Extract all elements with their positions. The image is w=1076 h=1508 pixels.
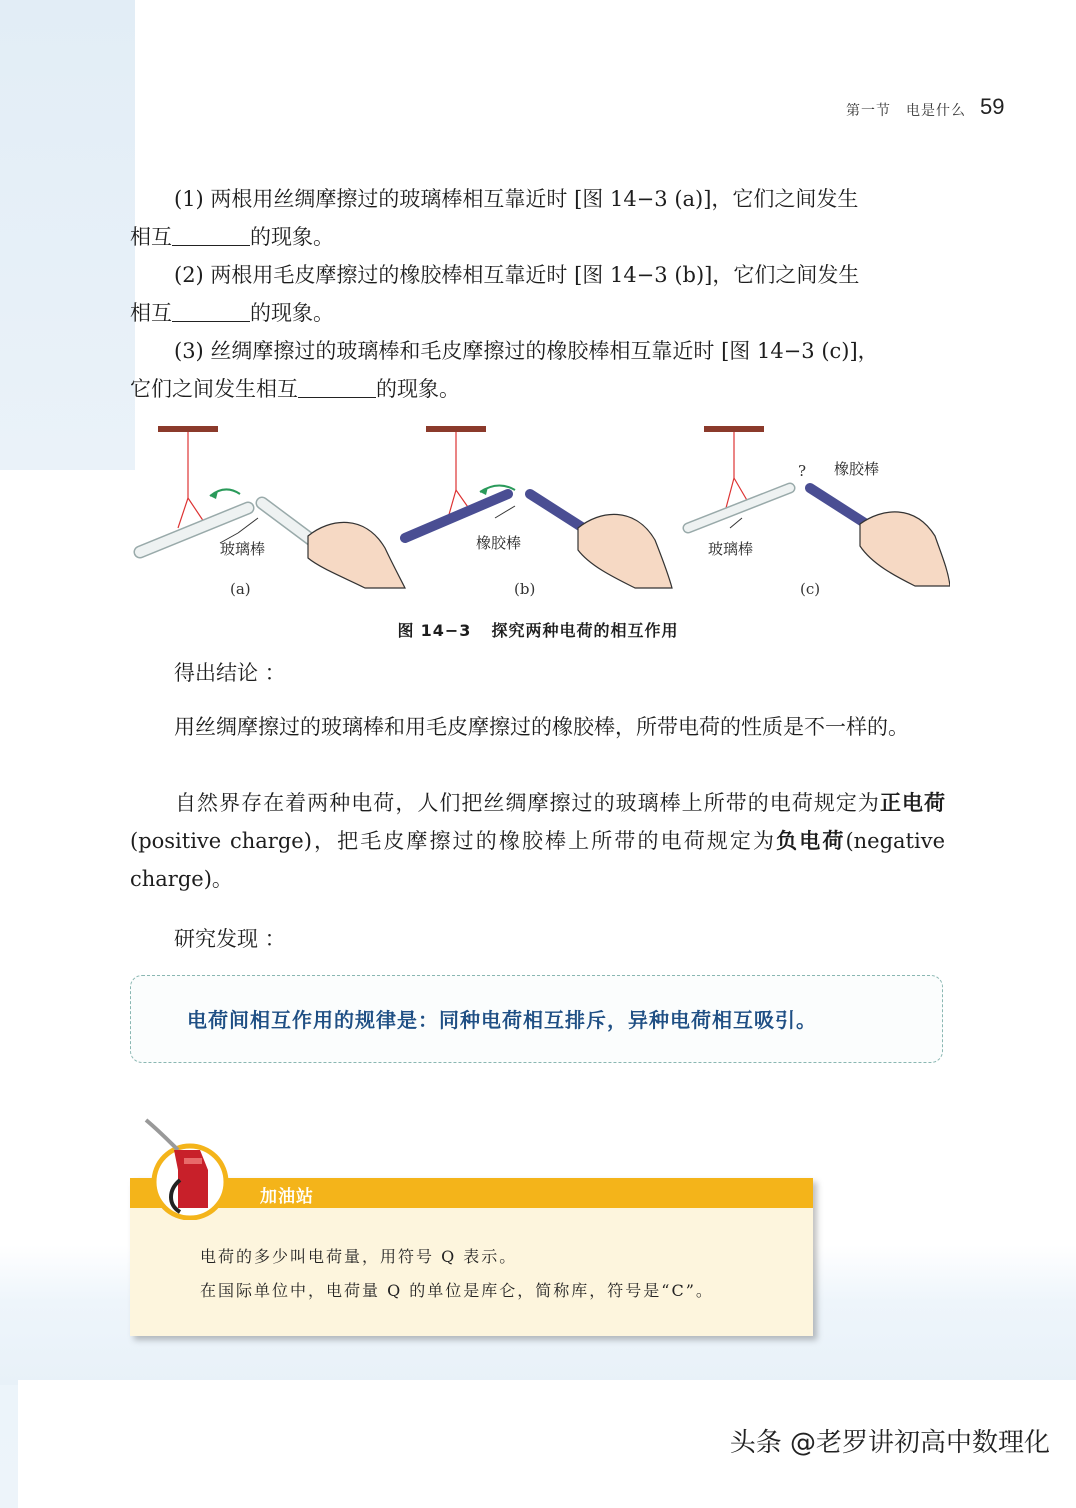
research-label-text: 研究发现 ： bbox=[174, 927, 286, 951]
rule-text: 电荷间相互作用的规律是：同种电荷相互排斥，异种电荷相互吸引。 bbox=[187, 1008, 817, 1032]
definition-part1: 自然界存在着两种电荷，人们把丝绸摩擦过的玻璃棒上所带的电荷规定为 bbox=[174, 791, 880, 815]
figure-14-3 bbox=[130, 418, 950, 608]
fuel-nozzle-icon bbox=[138, 1110, 238, 1220]
station-title: 加油站 bbox=[260, 1187, 314, 1207]
question-3-post: 的现象。 bbox=[376, 377, 460, 401]
term-positive-charge: 正电荷 bbox=[879, 791, 946, 815]
research-label bbox=[130, 920, 945, 958]
station-line-1: 电荷的多少叫电荷量，用符号 Q 表示。 bbox=[200, 1247, 518, 1266]
conclusion-label bbox=[130, 654, 945, 692]
ceiling-mount-icon bbox=[704, 426, 764, 432]
panel-c bbox=[688, 426, 950, 598]
question-2 bbox=[130, 256, 945, 332]
rubber-rod-icon bbox=[405, 494, 508, 538]
answer-blank-1[interactable] bbox=[172, 223, 250, 246]
definition-paragraph bbox=[130, 784, 945, 898]
panel-c-label-left: 玻璃棒 bbox=[708, 540, 754, 558]
definition-part3: (negative charge)。 bbox=[130, 829, 946, 891]
panel-c-label-right: 橡胶棒 bbox=[834, 460, 880, 478]
panel-b-sublabel: (b) bbox=[514, 580, 536, 598]
conclusion-label-text: 得出结论 ： bbox=[174, 661, 286, 685]
caption-prefix: 图 bbox=[397, 621, 415, 640]
hand-icon bbox=[308, 522, 405, 588]
panel-b bbox=[405, 426, 672, 598]
page-margin-white bbox=[0, 470, 18, 1245]
question-1-pre: 相互 bbox=[130, 225, 172, 249]
answer-blank-2[interactable] bbox=[172, 299, 250, 322]
figure-illustration bbox=[130, 418, 950, 608]
panel-c-sublabel: (c) bbox=[800, 580, 821, 598]
answer-blank-3[interactable] bbox=[298, 375, 376, 398]
question-2-line1: (2) 两根用毛皮摩擦过的橡胶棒相互靠近时 [图 14−3 (b)]，它们之间发生 bbox=[174, 263, 860, 287]
question-2-post: 的现象。 bbox=[250, 301, 334, 325]
question-1-line1: (1) 两根用丝绸摩擦过的玻璃棒相互靠近时 [图 14−3 (a)]，它们之间发生 bbox=[174, 187, 859, 211]
panel-a-label: 玻璃棒 bbox=[220, 540, 266, 558]
station-line-2: 在国际单位中，电荷量 Q 的单位是库仑，简称库，符号是“C”。 bbox=[200, 1281, 714, 1300]
hand-icon bbox=[860, 512, 950, 586]
panel-b-label: 橡胶棒 bbox=[476, 534, 522, 552]
question-mark: ? bbox=[798, 462, 807, 480]
term-negative-charge: 负电荷 bbox=[776, 829, 846, 853]
ceiling-mount-icon bbox=[158, 426, 218, 432]
question-3-line1: (3) 丝绸摩擦过的玻璃棒和毛皮摩擦过的橡胶棒相互靠近时 [图 14−3 (c)]， bbox=[174, 339, 879, 363]
conclusion-paragraph bbox=[130, 708, 945, 746]
question-2-pre: 相互 bbox=[130, 301, 172, 325]
question-3-pre: 它们之间发生相互 bbox=[130, 377, 298, 401]
caption-title: 探究两种电荷的相互作用 bbox=[491, 621, 679, 640]
question-1 bbox=[130, 180, 945, 256]
rule-box bbox=[130, 975, 943, 1063]
question-3 bbox=[130, 332, 945, 408]
watermark: 头条 @老罗讲初高中数理化 bbox=[729, 1428, 1050, 1458]
hand-icon bbox=[578, 514, 672, 588]
ceiling-mount-icon bbox=[426, 426, 486, 432]
question-1-post: 的现象。 bbox=[250, 225, 334, 249]
conclusion-text: 用丝绸摩擦过的玻璃棒和用毛皮摩擦过的橡胶棒，所带电荷的性质是不一样的。 bbox=[174, 715, 909, 739]
page-margin-band-top bbox=[0, 0, 135, 470]
section-title: 第一节 电是什么 bbox=[846, 103, 966, 119]
caption-number: 14−3 bbox=[420, 621, 472, 640]
figure-caption bbox=[0, 618, 1076, 641]
page-number: 59 bbox=[980, 94, 1005, 119]
panel-a bbox=[140, 426, 405, 598]
definition-part2: (positive charge)，把毛皮摩擦过的橡胶棒上所带的电荷规定为 bbox=[130, 829, 777, 853]
page-header bbox=[846, 94, 1005, 120]
panel-a-sublabel: (a) bbox=[230, 580, 251, 598]
